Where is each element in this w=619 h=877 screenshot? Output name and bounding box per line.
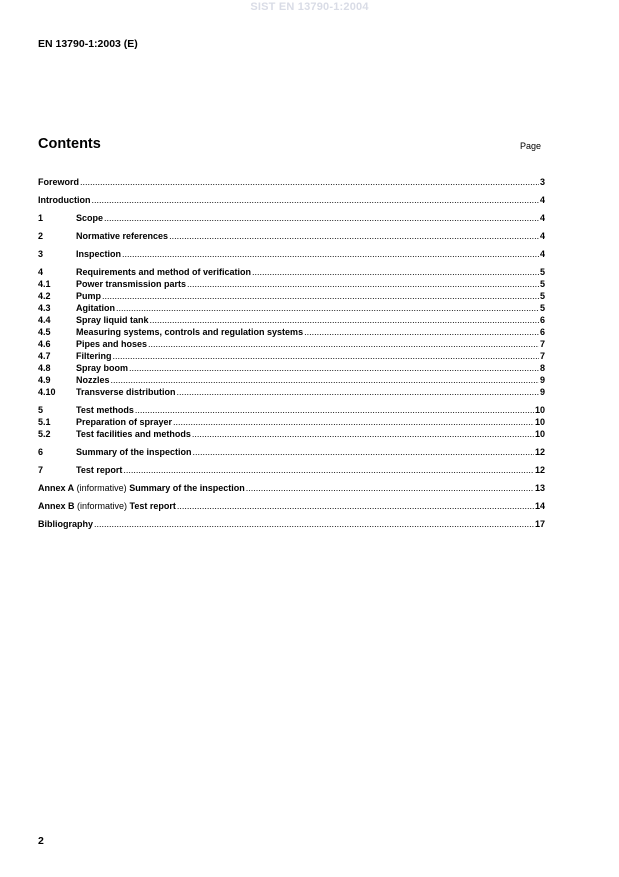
toc-entry-title: Transverse distribution bbox=[76, 387, 176, 397]
toc-entry-number: 6 bbox=[38, 447, 44, 457]
toc-entry-power-transmission[interactable] bbox=[38, 278, 545, 290]
toc-entry-page: 5 bbox=[539, 267, 545, 277]
toc-leader-dots bbox=[173, 416, 534, 428]
toc-leader-dots bbox=[148, 338, 539, 350]
toc-entry-page: 5 bbox=[539, 279, 545, 289]
toc-entry-title: Test report bbox=[76, 465, 123, 475]
toc-leader-dots bbox=[135, 404, 534, 416]
toc-leader-dots bbox=[123, 464, 534, 476]
toc-entry-pipes-hoses[interactable] bbox=[38, 338, 545, 350]
toc-entry-page: 8 bbox=[539, 363, 545, 373]
annex-heading: Summary of the inspection bbox=[129, 483, 245, 493]
toc-entry-title: Inspection bbox=[76, 249, 122, 259]
toc-entry-number: 5 bbox=[38, 405, 44, 415]
toc-entry-number: 4.5 bbox=[38, 327, 51, 337]
toc-entry-page: 5 bbox=[539, 291, 545, 301]
toc-entry-foreword[interactable] bbox=[38, 176, 545, 188]
toc-entry-page: 10 bbox=[534, 429, 545, 439]
toc-entry-page: 9 bbox=[539, 387, 545, 397]
toc-entry-summary-of-inspection[interactable] bbox=[38, 446, 545, 458]
toc-entry-title: Summary of the inspection bbox=[76, 447, 192, 457]
toc-entry-title: Foreword bbox=[38, 177, 80, 187]
toc-annex-title bbox=[38, 482, 245, 494]
toc-leader-dots bbox=[169, 230, 539, 242]
toc-entry-page: 12 bbox=[534, 465, 545, 475]
toc-leader-dots bbox=[150, 314, 539, 326]
toc-entry-page: 10 bbox=[534, 417, 545, 427]
toc-entry-page: 4 bbox=[539, 249, 545, 259]
toc-entry-page: 3 bbox=[539, 177, 545, 187]
toc-entry-agitation[interactable] bbox=[38, 302, 545, 314]
table-of-contents bbox=[38, 176, 545, 530]
toc-entry-number: 4.4 bbox=[38, 315, 51, 325]
toc-entry-nozzles[interactable] bbox=[38, 374, 545, 386]
toc-leader-dots bbox=[116, 302, 539, 314]
toc-entry-page: 7 bbox=[539, 351, 545, 361]
toc-entry-title: Agitation bbox=[76, 303, 115, 313]
toc-leader-dots bbox=[192, 428, 534, 440]
toc-entry-scope[interactable] bbox=[38, 212, 545, 224]
toc-entry-bibliography[interactable] bbox=[38, 518, 545, 530]
toc-entry-title: Introduction bbox=[38, 195, 91, 205]
toc-entry-title: Requirements and method of verification bbox=[76, 267, 252, 277]
toc-entry-number: 1 bbox=[38, 213, 44, 223]
toc-entry-page: 4 bbox=[539, 231, 545, 241]
document-id: EN 13790-1:2003 (E) bbox=[38, 38, 138, 50]
toc-entry-requirements[interactable] bbox=[38, 266, 545, 278]
toc-entry-transverse-distribution[interactable] bbox=[38, 386, 545, 398]
toc-entry-page: 6 bbox=[539, 315, 545, 325]
toc-entry-number: 7 bbox=[38, 465, 44, 475]
toc-entry-number: 4.2 bbox=[38, 291, 51, 301]
toc-entry-page: 12 bbox=[534, 447, 545, 457]
toc-entry-title: Bibliography bbox=[38, 519, 94, 529]
toc-leader-dots bbox=[177, 500, 534, 512]
toc-entry-title: Spray liquid tank bbox=[76, 315, 149, 325]
page-column-label: Page bbox=[520, 141, 542, 151]
toc-entry-title: Power transmission parts bbox=[76, 279, 187, 289]
annex-prefix: Annex A bbox=[38, 483, 75, 493]
toc-leader-dots bbox=[252, 266, 539, 278]
annex-heading: Test report bbox=[129, 501, 176, 511]
annex-prefix: Annex B bbox=[38, 501, 75, 511]
toc-entry-title: Nozzles bbox=[76, 375, 110, 385]
toc-entry-number: 4.1 bbox=[38, 279, 51, 289]
toc-entry-number: 4.6 bbox=[38, 339, 51, 349]
toc-leader-dots bbox=[129, 362, 539, 374]
toc-entry-number: 4.9 bbox=[38, 375, 51, 385]
contents-title: Contents bbox=[38, 136, 101, 152]
toc-entry-annex-a[interactable] bbox=[38, 482, 545, 494]
toc-entry-title: Scope bbox=[76, 213, 104, 223]
toc-leader-dots bbox=[193, 446, 534, 458]
toc-entry-title: Spray boom bbox=[76, 363, 129, 373]
toc-entry-number: 4.10 bbox=[38, 387, 56, 397]
watermark: SIST EN 13790-1:2004 bbox=[250, 1, 369, 13]
annex-qualifier: (informative) bbox=[74, 483, 130, 493]
toc-entry-number: 4 bbox=[38, 267, 44, 277]
toc-leader-dots bbox=[111, 374, 539, 386]
toc-entry-title: Test facilities and methods bbox=[76, 429, 191, 439]
toc-leader-dots bbox=[246, 482, 534, 494]
toc-entry-spray-boom[interactable] bbox=[38, 362, 545, 374]
toc-entry-number: 2 bbox=[38, 231, 44, 241]
toc-leader-dots bbox=[113, 350, 539, 362]
toc-entry-title: Measuring systems, controls and regulation systems bbox=[76, 327, 304, 337]
toc-entry-page: 17 bbox=[534, 519, 545, 529]
toc-leader-dots bbox=[177, 386, 539, 398]
toc-entry-number: 4.8 bbox=[38, 363, 51, 373]
toc-entry-number: 5.2 bbox=[38, 429, 51, 439]
toc-entry-pump[interactable] bbox=[38, 290, 545, 302]
annex-qualifier: (informative) bbox=[74, 501, 130, 511]
toc-entry-page: 13 bbox=[534, 483, 545, 493]
toc-entry-annex-b[interactable] bbox=[38, 500, 545, 512]
toc-entry-spray-liquid-tank[interactable] bbox=[38, 314, 545, 326]
toc-entry-page: 7 bbox=[539, 339, 545, 349]
toc-entry-test-report[interactable] bbox=[38, 464, 545, 476]
toc-leader-dots bbox=[102, 290, 539, 302]
toc-entry-introduction[interactable] bbox=[38, 194, 545, 206]
toc-entry-test-facilities[interactable] bbox=[38, 428, 545, 440]
toc-leader-dots bbox=[187, 278, 539, 290]
toc-entry-number: 4.3 bbox=[38, 303, 51, 313]
toc-entry-page: 14 bbox=[534, 501, 545, 511]
toc-leader-dots bbox=[104, 212, 539, 224]
toc-leader-dots bbox=[304, 326, 539, 338]
toc-entry-measuring-systems[interactable] bbox=[38, 326, 545, 338]
toc-leader-dots bbox=[122, 248, 539, 260]
toc-entry-number: 5.1 bbox=[38, 417, 51, 427]
toc-entry-test-methods[interactable] bbox=[38, 404, 545, 416]
page-number: 2 bbox=[38, 835, 44, 847]
toc-entry-page: 4 bbox=[539, 195, 545, 205]
toc-entry-normative-references[interactable] bbox=[38, 230, 545, 242]
toc-entry-page: 6 bbox=[539, 327, 545, 337]
toc-leader-dots bbox=[80, 176, 539, 188]
toc-entry-page: 10 bbox=[534, 405, 545, 415]
toc-entry-title: Preparation of sprayer bbox=[76, 417, 173, 427]
toc-entry-page: 5 bbox=[539, 303, 545, 313]
toc-entry-filtering[interactable] bbox=[38, 350, 545, 362]
toc-entry-title: Pipes and hoses bbox=[76, 339, 148, 349]
toc-entry-title: Normative references bbox=[76, 231, 169, 241]
toc-entry-number: 4.7 bbox=[38, 351, 51, 361]
toc-entry-title: Test methods bbox=[76, 405, 134, 415]
toc-entry-inspection[interactable] bbox=[38, 248, 545, 260]
toc-entry-number: 3 bbox=[38, 249, 44, 259]
toc-annex-title bbox=[38, 500, 176, 512]
toc-entry-preparation-of-sprayer[interactable] bbox=[38, 416, 545, 428]
toc-leader-dots bbox=[92, 194, 539, 206]
toc-entry-page: 9 bbox=[539, 375, 545, 385]
toc-leader-dots bbox=[94, 518, 534, 530]
toc-entry-page: 4 bbox=[539, 213, 545, 223]
toc-entry-title: Filtering bbox=[76, 351, 112, 361]
toc-entry-title: Pump bbox=[76, 291, 102, 301]
